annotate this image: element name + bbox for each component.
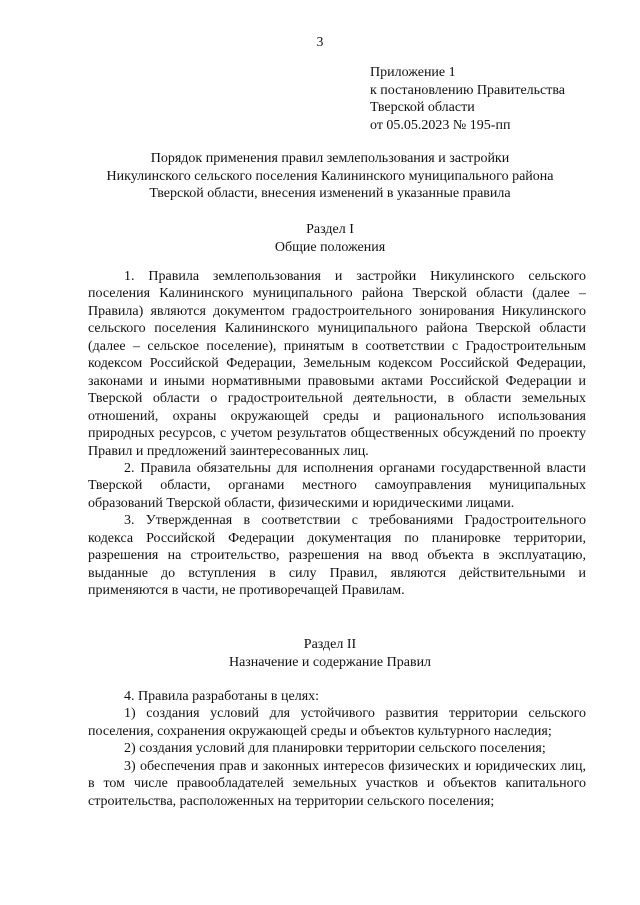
title-line-2: Никулинского сельского поселения Калининского муниципального района <box>106 168 554 184</box>
section-2-number: Раздел II <box>303 637 357 652</box>
appendix-line-3: Тверской области <box>370 100 475 115</box>
appendix-block <box>370 64 630 134</box>
paragraph-2: 2. Правила обязательны для исполнения органами государственной власти Тверской области, органами местного самоуправления муниципальных образований Тверской области, физическими и юридическими лицами. <box>88 460 586 511</box>
appendix-line-2: к постановлению Правительства <box>370 82 566 98</box>
title-line-1: Порядок применения правил землепользования и застройки <box>150 151 510 166</box>
paragraph-4-item-2: 2) создания условий для планировки территории сельского поселения; <box>124 741 546 757</box>
section-2-title: Назначение и содержание Правил <box>228 654 432 670</box>
section-1-title: Общие положения <box>274 239 386 255</box>
page-number: 3 <box>316 34 324 49</box>
section-1-heading <box>60 221 600 256</box>
document-title <box>60 150 600 203</box>
paragraph-3: 3. Утвержденная в соответствии с требованиями Градостроительного кодекса Российской Федерации документация по планировке территории, разрешения на строительство, разрешения на ввод объекта в эксплуатацию, выданные до вступления в силу Правил, являются действительными и применяются в части, не противоречащей Правилам. <box>88 513 586 599</box>
paragraph-4: 4. Правила разработаны в целях: <box>124 689 320 704</box>
section-1-number: Раздел I <box>306 222 354 237</box>
paragraph-1: 1. Правила землепользования и застройки Никулинского сельского поселения Калининского муниципального района Тверской области (далее – Правила) являются документом градостроительного зонирования Никулинского сельского поселения Калининского муниципального района Тверской области (далее – сельское поселение), принятым в соответствии с Градостроительным кодексом Российской Федерации, Земельным кодексом Российской Федерации, законами и иными нормативными правовыми актами Российской Федерации и Тверской области о градостроительной деятельности, в области земельных отношений, охраны окружающей среды и рационального использования природных ресурсов, с учетом результатов общественных обсуждений по проекту Правил и предложений заинтересованных лиц. <box>88 269 586 459</box>
appendix-line-1: Приложение 1 <box>370 65 456 80</box>
title-line-3: Тверской области, внесения изменений в указанные правила <box>149 186 511 201</box>
paragraph-4-item-3: 3) обеспечения прав и законных интересов физических и юридических лиц, в том числе правообладателей земельных участков и объектов капитального строительства, расположенных на территории сельского поселения; <box>88 758 586 809</box>
section-2-body <box>88 688 586 810</box>
appendix-line-4: от 05.05.2023 № 195-пп <box>370 117 511 133</box>
section-2-heading <box>60 636 600 671</box>
section-1-body <box>88 268 586 600</box>
paragraph-4-item-1: 1) создания условий для устойчивого развития территории сельского поселения, сохранения окружающей среды и объектов культурного наследия; <box>88 706 586 739</box>
